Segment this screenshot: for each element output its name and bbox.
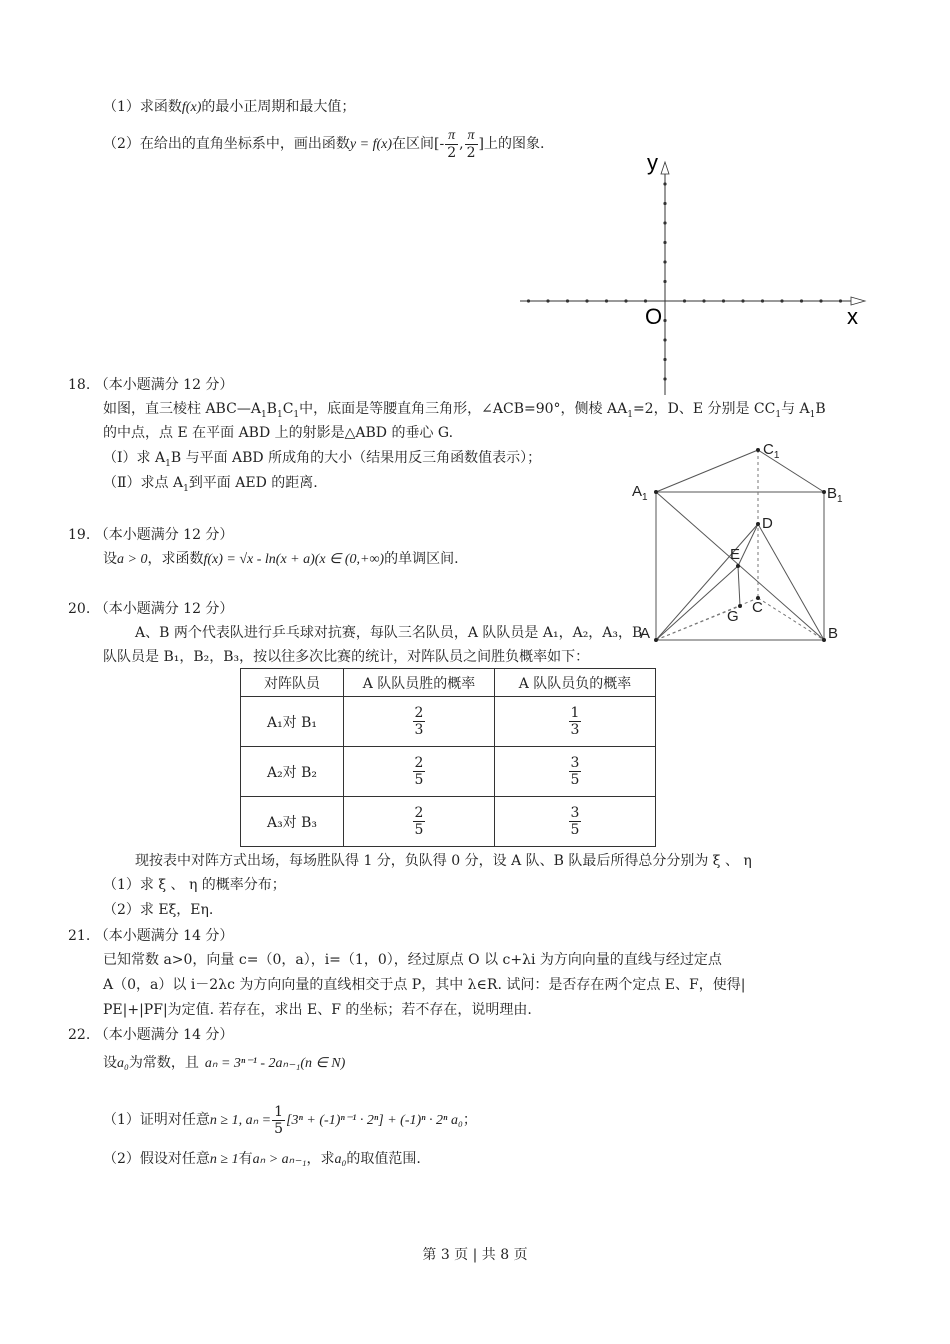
label-b1: $B_1$ [827, 485, 843, 505]
q18-stem-line2: 的中点，点 E 在平面 ABD 上的射影是△ABD 的垂心 G. [103, 425, 454, 441]
q19-stem: 设a > 0，求函数f(x) = √x - ln(x + a)(x ∈ (0,+∞)的单调区间. [103, 551, 459, 567]
point-b [822, 638, 826, 642]
q17-part2-text: （2）在给出的直角坐标系中，画出函数 [103, 136, 350, 152]
q20-part2: （2）求 Eξ，Eη. [103, 902, 214, 918]
segment-a-d [656, 524, 758, 640]
table-cell-match: A₁对 B₁ [241, 697, 344, 747]
q22-header: 22. （本小题满分 14 分） [68, 1027, 234, 1043]
x-tick-dot [683, 299, 686, 302]
q21-line2: A（0，a）以 i－2λc 为方向向量的直线相交于点 P，其中 λ∈R. 试问：是否存在两个定点 E、F，使得| [103, 977, 746, 993]
q22-a0: a₀ [117, 1056, 129, 1071]
label-a1: $A_1$ [632, 483, 648, 503]
x-tick-dot [722, 299, 725, 302]
point-a1 [654, 490, 658, 494]
x-tick-dot [546, 299, 549, 302]
table-cell-win: $\frac{2}{5}$ [344, 747, 495, 797]
table-header-cell: 对阵队员 [241, 669, 344, 697]
q22-part2: （2）假设对任意n ≥ 1有aₙ > aₙ₋₁，求a₀的取值范围. [103, 1151, 421, 1167]
y-tick-dot [663, 182, 666, 185]
table-cell-win: $\frac{2}{5}$ [344, 797, 495, 847]
q22-recurrence: aₙ = 3ⁿ⁻¹ - 2aₙ₋₁(n ∈ N) [204, 1056, 346, 1071]
y-axis-label: y [647, 150, 658, 175]
q17-part2-func: y = f(x) [349, 137, 392, 152]
point-e [736, 564, 740, 568]
q22-stem: 设a₀为常数，且 aₙ = 3ⁿ⁻¹ - 2aₙ₋₁(n ∈ N) [103, 1055, 346, 1071]
y-tick-dot [663, 358, 666, 361]
x-tick-dot [839, 299, 842, 302]
y-tick-dot [663, 377, 666, 380]
hidden-edge-c-b [758, 598, 824, 640]
q19-header: 19. （本小题满分 12 分） [68, 527, 234, 543]
q17-part1-text: （1）求函数 [103, 99, 182, 115]
q18-part1: （Ⅰ）求 $A_1B$ 与平面 ABD 所成角的大小（结果用反三角函数值表示）； [103, 450, 542, 469]
y-tick-dot [663, 280, 666, 283]
y-tick-dot [663, 338, 666, 341]
y-tick-dot [663, 202, 666, 205]
x-axis-label: x [847, 304, 858, 329]
table-header-cell: A 队队员胜的概率 [344, 669, 495, 697]
q18-stem: 如图，直三棱柱 $ABC—A_1B_1C_1$中，底面是等腰直角三角形，∠ACB=90°，侧棱 $AA_1=2$，D、E 分别是 $CC_1$与 $A_1B$ [103, 401, 826, 420]
q19-function: f(x) = √x - ln(x + a)(x ∈ (0,+∞) [203, 552, 385, 567]
q21-line3: PE|+|PF|为定值. 若存在，求出 E、F 的坐标；若不存在，说明理由. [103, 1002, 532, 1018]
label-g: G [727, 608, 739, 625]
x-tick-dot [702, 299, 705, 302]
x-tick-dot [800, 299, 803, 302]
segment-d-b [758, 524, 824, 640]
q21-line1: 已知常数 a>0，向量 c=（0，a），i=（1，0），经过原点 O 以 c+λi 为方向向量的直线与经过定点 [103, 952, 722, 968]
q17-part1 [103, 96, 355, 116]
q22-part1: （1）证明对任意n ≥ 1, aₙ = $\frac{1}{5}$ [3ⁿ + (-1)ⁿ⁻¹ · 2ⁿ] + (-1)ⁿ · 2ⁿ a₀； [103, 1103, 477, 1137]
table-row [241, 697, 656, 747]
q19-condition: a > 0 [117, 552, 148, 567]
point-b1 [822, 490, 826, 494]
label-a: A [640, 625, 651, 642]
segment-e-a [656, 566, 738, 640]
x-tick-dot [741, 299, 744, 302]
y-tick-dot [663, 260, 666, 263]
origin-label: O [645, 304, 663, 329]
table-row [241, 797, 656, 847]
y-tick-dot [663, 319, 666, 322]
label-d: D [762, 515, 773, 532]
table-cell-lose: $\frac{3}{5}$ [495, 747, 656, 797]
table-cell-win: $\frac{2}{3}$ [344, 697, 495, 747]
page-footer: 第 3 页 | 共 8 页 [422, 1247, 528, 1263]
x-tick-dot [585, 299, 588, 302]
q17-part2-mid: 在区间[- [392, 136, 445, 152]
q17-pi-half-frac: $\frac{\pi}{2}$ [447, 127, 457, 161]
x-tick-dot [605, 299, 608, 302]
x-tick-dot [527, 299, 530, 302]
label-b: B [828, 625, 839, 642]
q20-part1: （1）求 ξ 、 η 的概率分布； [103, 877, 286, 893]
label-e: E [730, 546, 741, 563]
table-row [241, 747, 656, 797]
q17-part2-post: ]上的图象. [478, 136, 545, 152]
coordinate-axes [515, 150, 885, 395]
q22-part1-formula: [3ⁿ + (-1)ⁿ⁻¹ · 2ⁿ] + (-1)ⁿ · 2ⁿ a₀ [286, 1113, 463, 1128]
label-c: C [752, 599, 763, 616]
x-tick-dot [566, 299, 569, 302]
table-cell-lose: $\frac{1}{3}$ [495, 697, 656, 747]
table-header-cell: A 队队员负的概率 [495, 669, 656, 697]
q18-part2: （Ⅱ）求点 $A_1$到平面 AED 的距离. [103, 475, 318, 494]
x-tick-dot [780, 299, 783, 302]
x-tick-dot [761, 299, 764, 302]
probability-table [240, 668, 656, 847]
table-cell-match: A₃对 B₃ [241, 797, 344, 847]
x-tick-dot [819, 299, 822, 302]
q18-header: 18. （本小题满分 12 分） [68, 377, 234, 393]
table-cell-match: A₂对 B₂ [241, 747, 344, 797]
x-tick-dot [644, 299, 647, 302]
edge-a1-c1 [656, 450, 758, 492]
segment-e-d [738, 524, 758, 566]
y-tick-dot [663, 221, 666, 224]
x-tick-dot [624, 299, 627, 302]
y-axis-arrow [661, 162, 669, 174]
q17-part2: （2）在给出的直角坐标系中，画出函数y = f(x)在区间[- $\frac{\pi}{2}$ , $\frac{\pi}{2}$ ]上的图象. [103, 127, 545, 161]
segment-e-g [738, 566, 740, 606]
q20-line3: 现按表中对阵方式出场，每场胜队得 1 分，负队得 0 分，设 A 队、B 队最后所得总分分别为 ξ 、 η [135, 853, 752, 869]
point-c1 [756, 448, 760, 452]
q17-pi-half-frac-2: $\frac{\pi}{2}$ [466, 127, 476, 161]
prism-figure [628, 434, 853, 649]
point-d [756, 522, 760, 526]
label-c1: $C_1$ [763, 441, 780, 461]
y-tick-dot [663, 241, 666, 244]
q20-line1: A、B 两个代表队进行乒乓球对抗赛，每队三名队员，A 队队员是 A₁，A₂，A₃，B [135, 625, 643, 641]
q21-header: 21. （本小题满分 14 分） [68, 928, 234, 944]
table-cell-lose: $\frac{3}{5}$ [495, 797, 656, 847]
q17-part1-post: 的最小正周期和最大值； [201, 99, 356, 115]
q20-header: 20. （本小题满分 12 分） [68, 601, 234, 617]
table-header-row [241, 669, 656, 697]
q17-part1-fx: f(x) [181, 100, 202, 115]
q20-line2: 队队员是 B₁，B₂，B₃，按以往多次比赛的统计，对阵队员之间胜负概率如下： [103, 649, 590, 665]
point-a [654, 638, 658, 642]
